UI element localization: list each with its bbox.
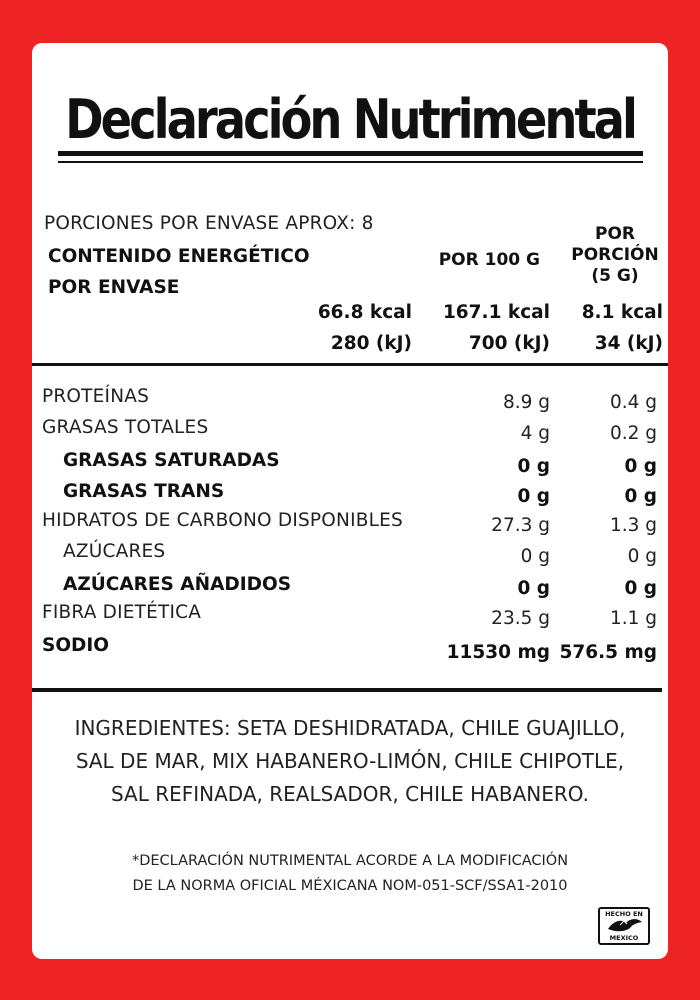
nutrient-portion: 1.1 g (609, 608, 657, 629)
nutrient-portion: 0 g (627, 546, 657, 567)
portion-kj: 34 (kJ) (594, 333, 663, 354)
nutrient-portion: 0.4 g (609, 392, 657, 413)
servings-text: PORCIONES POR ENVASE APROX: 8 (44, 213, 374, 234)
nutrient-label: PROTEÍNAS (42, 386, 150, 407)
nutrient-portion: 576.5 mg (559, 642, 657, 663)
nutrient-label: AZÚCARES (63, 541, 166, 562)
nutrient-label: HIDRATOS DE CARBONO DISPONIBLES (42, 510, 403, 531)
hecho-en-mexico-logo: HECHO EN MEXICO (598, 907, 650, 945)
nutrient-portion: 0 g (624, 456, 657, 477)
energy-rule (32, 363, 668, 366)
nutrient-per100: 0 g (517, 578, 550, 599)
nutrients-rule (32, 688, 662, 692)
nutrient-label: GRASAS SATURADAS (63, 450, 280, 471)
page-title: Declaración Nutrimental (65, 88, 635, 151)
nutrient-per100: 0 g (517, 456, 550, 477)
nutrient-portion: 1.3 g (609, 515, 657, 536)
nutrient-label: GRASAS TRANS (63, 481, 225, 502)
energy-label-line2: POR ENVASE (48, 277, 180, 298)
nutrient-per100: 0 g (517, 486, 550, 507)
header-per-100g: POR 100 G (438, 250, 540, 270)
energy-label-line1: CONTENIDO ENERGÉTICO (48, 246, 310, 267)
nutrient-portion: 0.2 g (609, 423, 657, 444)
per100-kj: 700 (kJ) (468, 333, 550, 354)
norm-footnote: *DECLARACIÓN NUTRIMENTAL ACORDE A LA MODIFICACIÓN DE LA NORMA OFICIAL MÉXICANA NOM-051-SCF/SSA1-2010 (131, 853, 569, 894)
nutrient-portion: 0 g (624, 486, 657, 507)
nutrient-per100: 8.9 g (502, 392, 550, 413)
title-rule-thick (58, 151, 643, 156)
nutrient-per100: 23.5 g (491, 608, 550, 629)
nutrient-label: FIBRA DIETÉTICA (42, 602, 202, 623)
nutrient-label: AZÚCARES AÑADIDOS (63, 574, 292, 595)
header-per-portion: POR PORCIÓN (5 G) (571, 224, 659, 286)
title-rule-thin (58, 161, 643, 163)
envase-kj: 280 (kJ) (330, 333, 412, 354)
envase-kcal: 66.8 kcal (317, 302, 412, 323)
ingredients-text: INGREDIENTES: SETA DESHIDRATADA, CHILE GUAJILLO, SAL DE MAR, MIX HABANERO-LIMÓN, CHILE CHIPOTLE, SAL REFINADA, REALSADOR, CHILE HABANERO. (74, 716, 626, 806)
nutrient-label: GRASAS TOTALES (42, 417, 209, 438)
nutrient-portion: 0 g (624, 578, 657, 599)
per100-kcal: 167.1 kcal (442, 302, 550, 323)
portion-kcal: 8.1 kcal (581, 302, 663, 323)
nutrient-per100: 11530 mg (446, 642, 550, 663)
nutrient-label: SODIO (42, 635, 110, 656)
nutrient-per100: 4 g (520, 423, 550, 444)
nutrient-per100: 0 g (520, 546, 550, 567)
nutrient-per100: 27.3 g (491, 515, 550, 536)
